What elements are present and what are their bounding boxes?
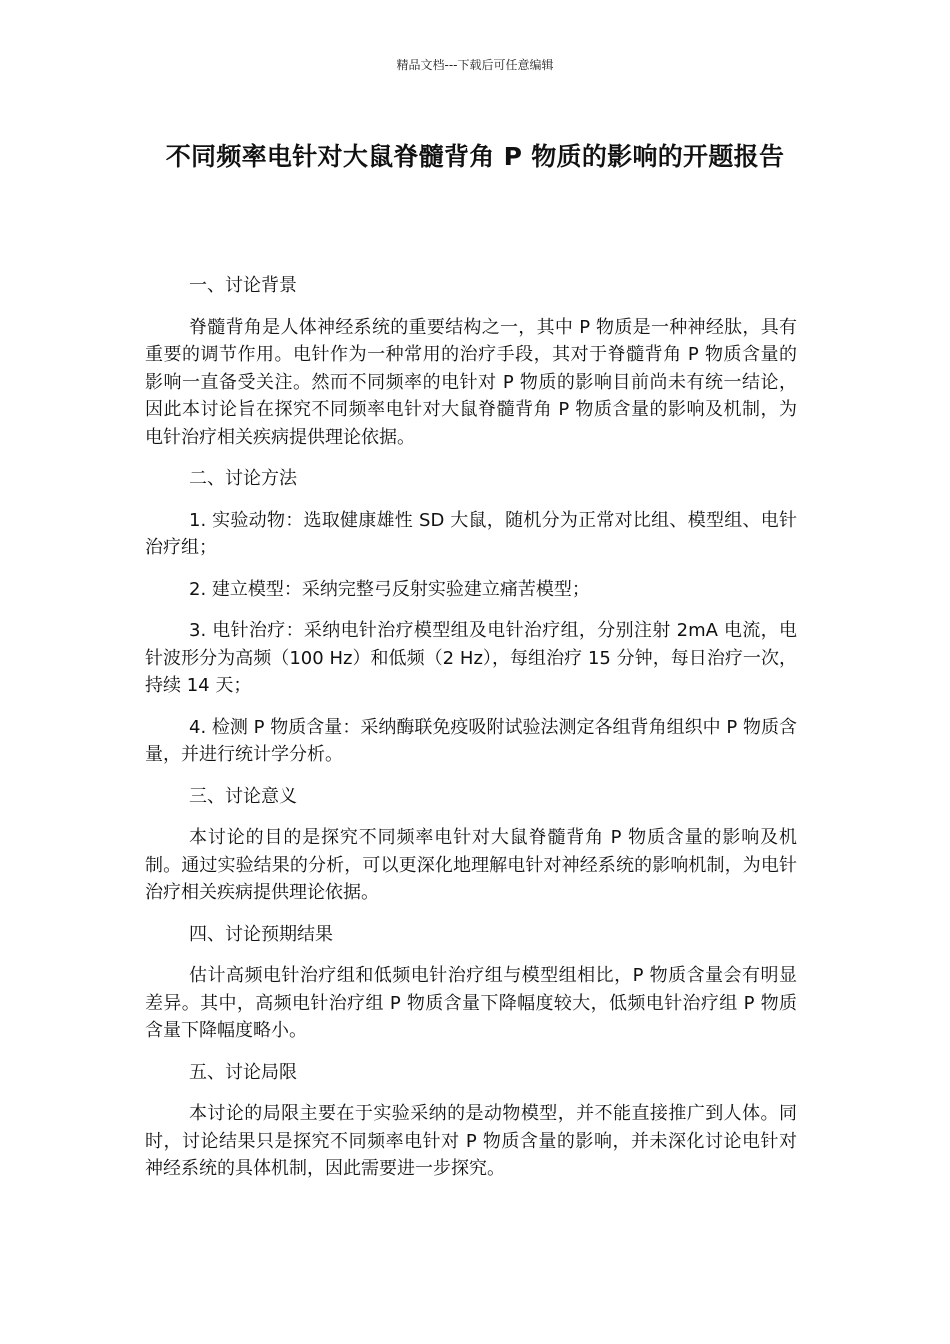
significance-paragraph: 本讨论的目的是探究不同频率电针对大鼠脊髓背角 P 物质含量的影响及机制。通过实验结果的分析，可以更深化地理解电针对神经系统的影响机制，为电针治疗相关疾病提供理论依据。 [145, 827, 797, 903]
section-heading-methods: 二、讨论方法 [189, 468, 297, 489]
document-body [145, 272, 797, 1197]
document-title: 不同频率电针对大鼠脊髓背角 P 物质的影响的开题报告 [165, 142, 785, 171]
methods-item-detection: 4. 检测 P 物质含量：采纳酶联免疫吸附试验法测定各组背角组织中 P 物质含量，并进行统计学分析。 [145, 716, 797, 765]
methods-item-animals: 1. 实验动物：选取健康雄性 SD 大鼠，随机分为正常对比组、模型组、电针治疗组； [145, 509, 797, 558]
background-paragraph: 脊髓背角是人体神经系统的重要结构之一，其中 P 物质是一种神经肽，具有重要的调节作用。电针作为一种常用的治疗手段，其对于脊髓背角 P 物质含量的影响一直备受关注。然而不同频率的电针对 P 物质的影响目前尚未有统一结论，因此本讨论旨在探究不同频率电针对大鼠脊髓背角 P 物质含量的影响及机制，为电针治疗相关疾病提供理论依据。 [145, 316, 797, 448]
page-header: 精品文档---下载后可任意编辑 [396, 58, 554, 72]
section-heading-significance: 三、讨论意义 [189, 785, 297, 807]
section-heading-background: 一、讨论背景 [189, 275, 297, 296]
methods-item-model: 2. 建立模型：采纳完整弓反射实验建立痛苦模型； [189, 578, 590, 600]
section-heading-expected-results: 四、讨论预期结果 [189, 923, 333, 945]
limitations-paragraph: 本讨论的局限主要在于实验采纳的是动物模型，并不能直接推广到人体。同时，讨论结果只是探究不同频率电针对 P 物质含量的影响，并未深化讨论电针对神经系统的具体机制，因此需要进一步探究。 [145, 1103, 797, 1179]
section-heading-limitations: 五、讨论局限 [189, 1061, 297, 1083]
expected-results-paragraph: 估计高频电针治疗组和低频电针治疗组与模型组相比，P 物质含量会有明显差异。其中，高频电针治疗组 P 物质含量下降幅度较大，低频电针治疗组 P 物质含量下降幅度略小。 [145, 965, 797, 1041]
methods-item-treatment: 3. 电针治疗：采纳电针治疗模型组及电针治疗组，分别注射 2mA 电流，电针波形分为高频（100 Hz）和低频（2 Hz），每组治疗 15 分钟，每日治疗一次，持续 14 天； [145, 620, 797, 696]
